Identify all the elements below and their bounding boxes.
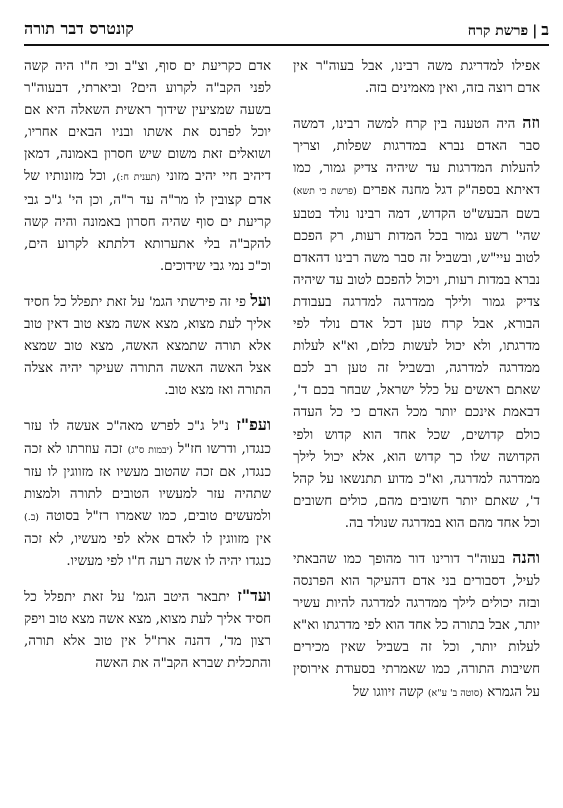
paragraph: אפילו למדריגת משה רבינו, אבל בעוה"ר אין אדם רוצה בזה, ואין מאמינים בזה. <box>293 59 540 97</box>
paragraph-lead-word: ועד"ז <box>237 586 271 606</box>
paragraph-text: קשה זיווגו של <box>353 684 428 700</box>
source-reference: (סוטה ב' ע"א) <box>427 687 483 699</box>
header-page-info <box>468 20 549 40</box>
paragraph-lead-word: והנה <box>512 547 540 567</box>
source-reference: (יבמות ס"ג) <box>127 444 173 456</box>
book-title: קונטרס דבר תורה <box>24 19 134 38</box>
paragraph <box>24 290 271 402</box>
paragraph-text: , וכל מזונותיו של אדם קצובין לו מר"ה עד ר"ה, וכן הי' ג"כ גבי קריעת ים סוף שהיה חסרון באמונה והיה קשה להקב"ה בלי אתערותא דלתתא לקרוע הים, וכ"כ נמי גבי שידוכים. <box>24 169 271 274</box>
paragraph-lead-word: ועל <box>250 290 271 310</box>
paragraph-text: נ"ל ג"כ לפרש מאה"כ אעשה לו עזר כנגדו, ודרשו חז"ל <box>24 419 271 457</box>
left-column <box>24 56 271 800</box>
page-number: ב <box>541 20 549 39</box>
paragraph-text: בשם הבעש"ט הקדוש, דמה רבינו נולד בטבע שהי' רשע גמור בכל המדות רעות, רק הפכם לטוב עיי"ש, ובשביל זה סבר משה רבינו דהאדם נברא במדות רעות, ויכול להפכם לטוב עד שיהיה צדיק גמור ולילך ממדרגה למדרגה בעבודת הבורא, אבל קרח טען דכל אדם נולד לפי מדרגתו, ולא יכול לעשות כלום, וא"א לעלות ממדרגה למדרגה, ובשביל זה טען רב לכם שאתם ראשים על כלל ישראל, שבחר בכם ד', דבאמת אינכם יותר מכל האדם כי כל העדה כולם קדושים, שכל אחד הוא קדוש ולפי הקדושה שלו כך קדוש הוא, אלא יכול לילך ממדרגה למדרגה, וא"כ מדוע תתנשאו על קהל ד', שאתם יותר חשובים מהם, כולים חשובים וכל אחד מהם הוא במדרגה שנולד בה. <box>293 206 540 531</box>
paragraph <box>24 56 271 278</box>
source-reference: (פרשת כי תשא) <box>293 186 357 198</box>
paragraph <box>24 414 271 573</box>
paragraph-lead-word: ועפ"ז <box>236 415 271 435</box>
source-reference: (תענית ח:) <box>116 172 161 184</box>
paragraph-text: זכה עוזרתו לא זכה כנגדו, אם זכה שהטוב מעשיו אז מזווגין לו עזר שתהיה עזר למעשיו הטובים לתורה ולמצות ולמעשים טובים, כמו שאמרו רז"ל בסוטה <box>24 441 271 524</box>
paragraph <box>24 585 271 675</box>
paragraph-text: אדם כקריעת ים סוף, וצ"ב וכי ח"ו היה קשה לפני הקב"ה לקרוע הים? וביארתי, דבעוה"ר בשעה שמציעין שידוך ראשית השאלה היא אם יוכל לפרנס את אשתו ובניו הבאים אחריו, ושואלים זאת משום שיש חסרון באמונה, דמאן דיהיב חיי יהיב מזוני <box>24 59 271 185</box>
running-header <box>24 18 549 46</box>
paragraph <box>293 112 540 535</box>
right-column <box>293 56 540 800</box>
source-reference: (ב.) <box>24 511 40 523</box>
paragraph-text: יתבאר היטב הגמ' על זאת יתפלל כל חסיד אליך לעת מצוא, מצא אשה מצא טוב ויפק רצון מד', דהנה ארז"ל אין טוב אלא תורה, והתכלית שברא הקב"ה את האשה <box>24 590 271 672</box>
paragraph-text: פי זה פירשתי הגמ' על זאת יתפלל כל חסיד אליך לעת מצוא, מצא אשה מצא טוב דאין טוב אלא תורה שתמצא האשה, מצא טוב שמצא אצל האשה האשה התורה שעיקר יהיה אצלה התורה ואז מצא טוב. <box>24 294 271 399</box>
paragraph-text: אין מזווגין לו לאדם אלא לפי מעשיו, לא זכה כנגדו יהיה לו אשה רעה ח"ו לפי מעשיו. <box>24 531 271 569</box>
paragraph-text: בעוה"ר דורינו דור מהופך כמו שהבאתי לעיל, דסבורים בני אדם דהעיקר הוא הפרנסה ובזה יכולים לילך ממדרגה למדרגה להיות עשיר יותר, אבל בתורה כל אחד הוא לפי מדרגתו וא"א לעלות יותר, וכל זה בשביל שאין מכירים חשיבות התורה, כמו שאמרתי בסעודת אירוסין על הגמרא <box>293 551 540 700</box>
paragraph <box>293 547 540 705</box>
paragraph-lead-word: וזה <box>522 113 540 133</box>
header-separator: | <box>532 23 538 39</box>
paragraph-text: היה הטענה בין קרח למשה רבינו, דמשה סבר האדם נברא במדרגות שפלות, וצריך להעלות המדרגות עד שיהיה צדיק גמור, כמו דאיתא בספה"ק דגל מחנה אפרים <box>293 117 540 199</box>
parsha-name: פרשת קרח <box>467 23 529 39</box>
